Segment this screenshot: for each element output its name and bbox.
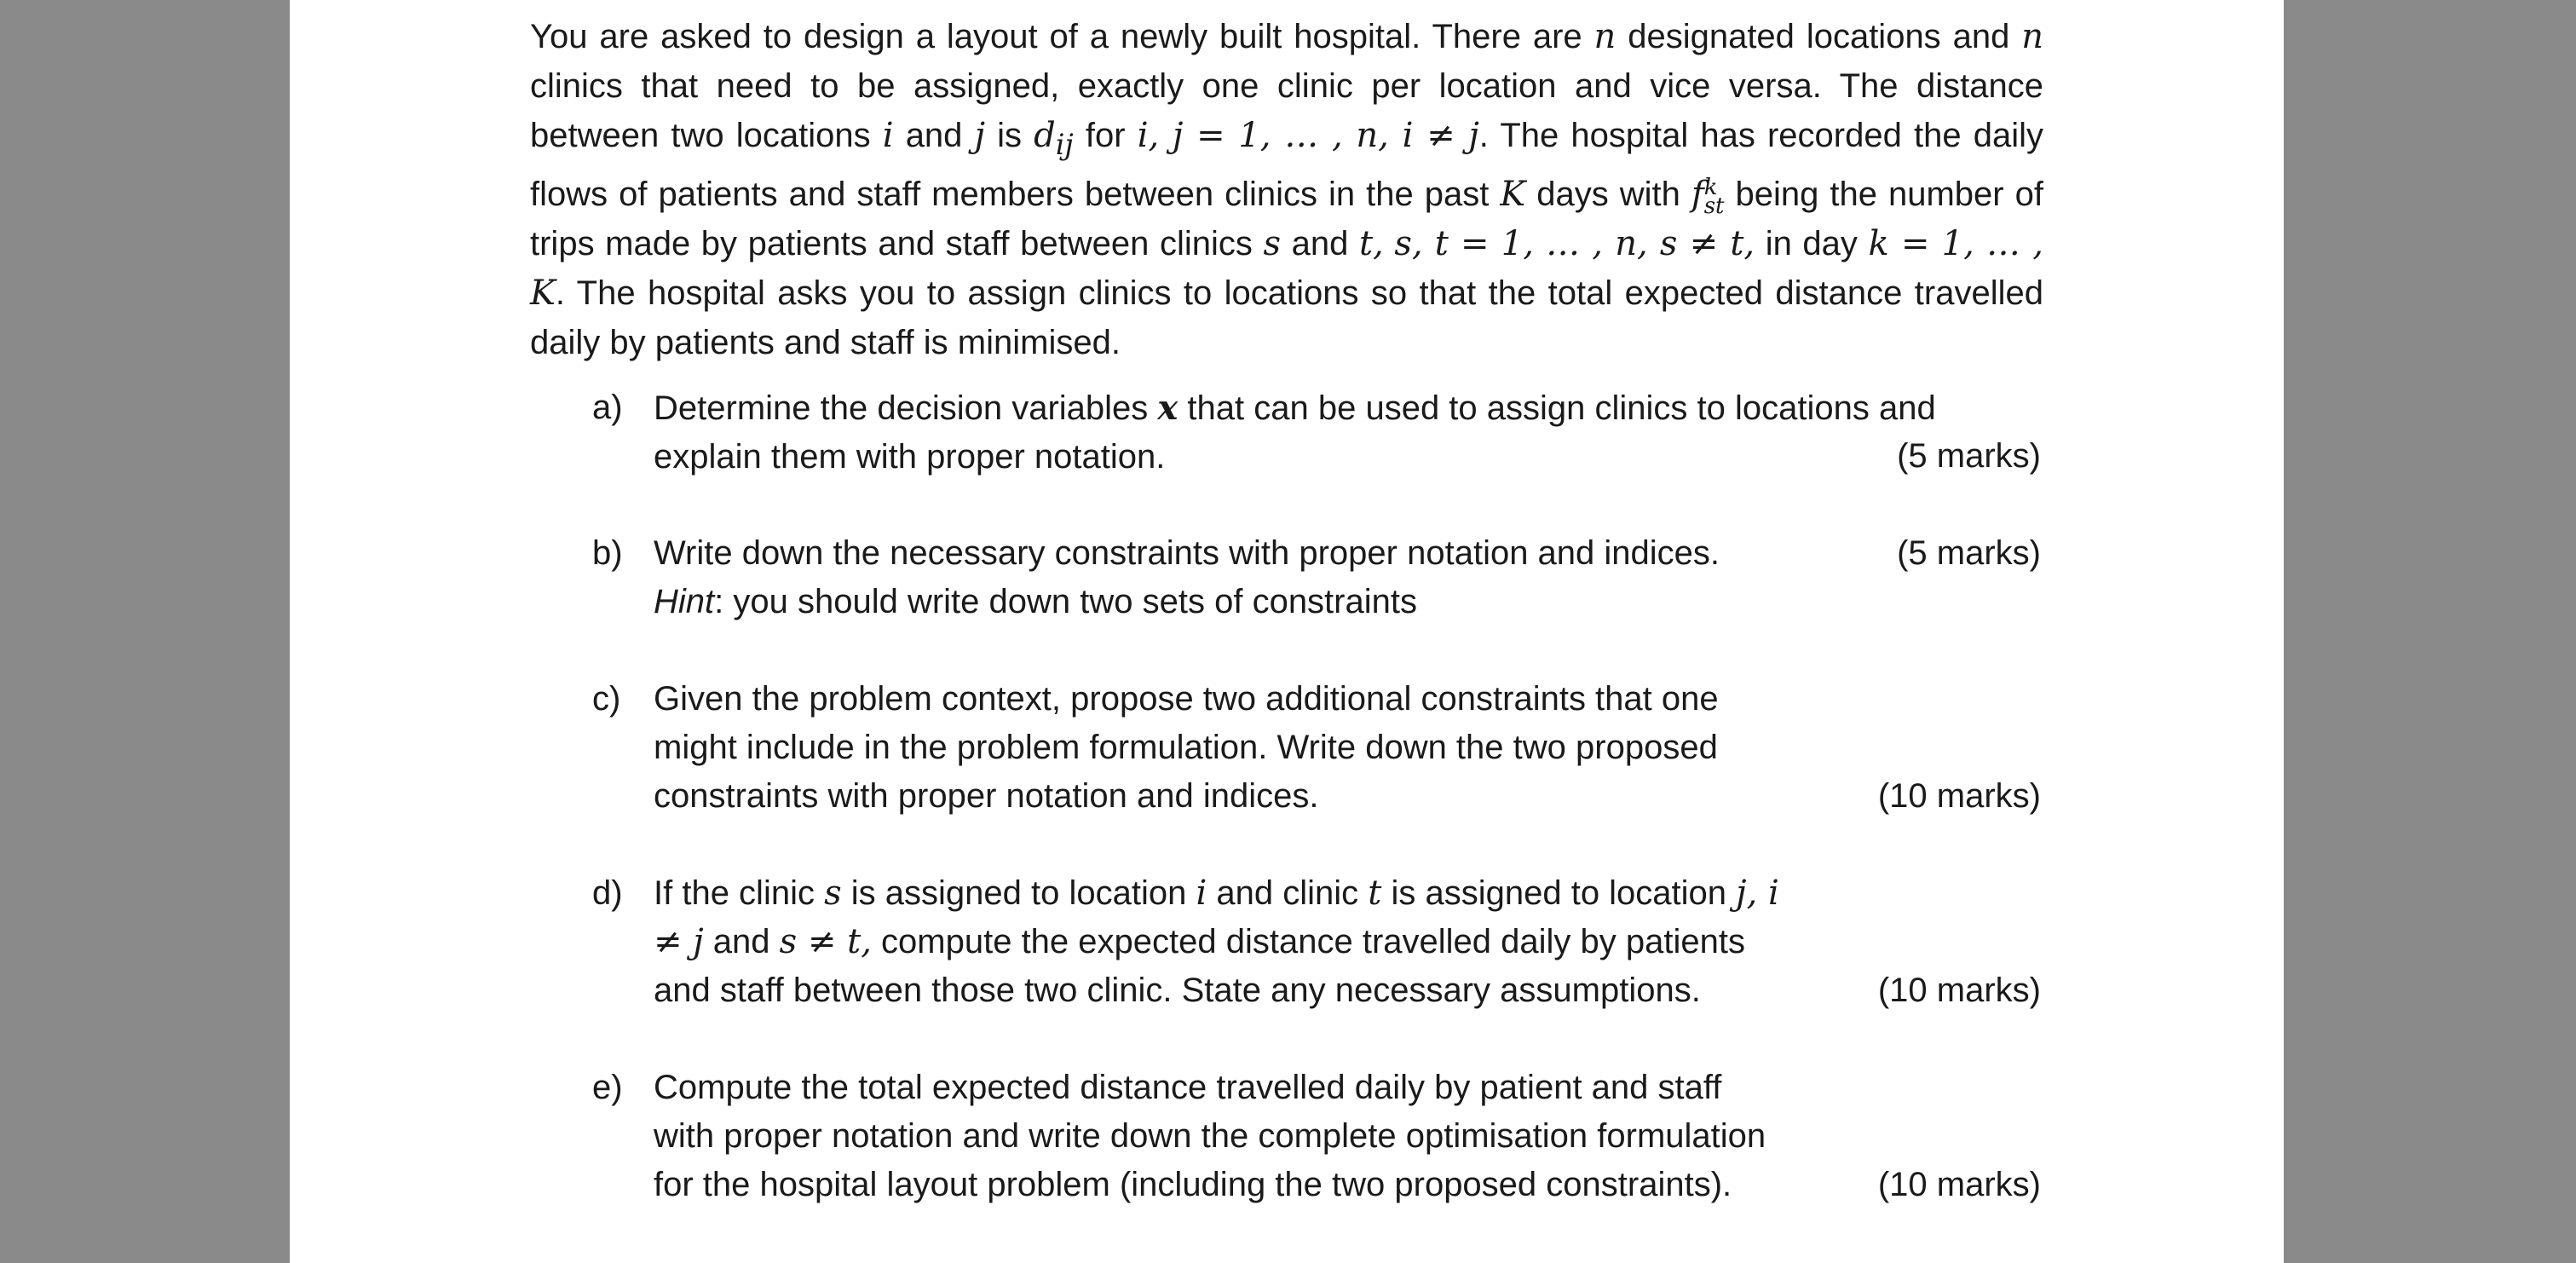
marks-label: (10 marks) — [1877, 972, 2041, 1009]
hint-line — [654, 578, 2043, 626]
marks-label: (10 marks) — [1877, 1166, 2041, 1203]
question-body — [654, 1064, 1787, 1209]
marks-label: (5 marks) — [1897, 437, 2041, 475]
math-f-subscript: st — [1703, 193, 1725, 219]
math-d: d — [1034, 116, 1056, 155]
hint-label: Hint — [654, 583, 715, 620]
question-text: and — [712, 923, 770, 960]
question-label: c) — [592, 680, 621, 718]
math-n: n — [2021, 17, 2043, 56]
question-text: is assigned to location — [1391, 874, 1727, 912]
question-text: is assigned to location — [850, 874, 1187, 912]
question-b — [592, 529, 2041, 632]
question-label: b) — [592, 534, 623, 572]
math-condition-ij: j, i ≠ j — [654, 874, 1779, 961]
question-text: Given the problem context, propose two additional constraints that one might include in the problem formulation. Write down the two proposed constraints with proper notation and indices. — [654, 680, 1719, 815]
question-a — [592, 384, 2041, 486]
question-e — [592, 1064, 2041, 1213]
intro-text: in day — [1765, 225, 1858, 262]
intro-text: clinics that need to be assigned, exactly one clinic per location and vice versa. The distance between two locations — [530, 67, 2043, 154]
math-f-st-k — [1691, 175, 1725, 219]
hint-text: : you should write down two sets of constraints — [714, 583, 1417, 620]
intro-text: . The hospital asks you to assign clinics to locations so that the total expected distance travelled daily by patients and staff is minimised. — [530, 274, 2043, 361]
math-s: s — [824, 874, 842, 913]
question-label: d) — [592, 874, 623, 912]
intro-text: You are asked to design a layout of a newly built hospital. There are — [530, 18, 1582, 55]
intro-text: and — [905, 117, 963, 154]
math-x-bold: x — [1157, 388, 1179, 428]
question-label: a) — [592, 389, 623, 426]
document-page — [290, 0, 2284, 1263]
intro-text: is — [997, 117, 1023, 154]
question-text: Determine the decision variables — [654, 389, 1149, 427]
math-i: i — [1196, 874, 1207, 913]
question-c — [592, 675, 2041, 824]
math-K: K — [1500, 175, 1526, 214]
question-text: Write down the necessary constraints with proper notation and indices. — [654, 534, 1720, 572]
math-dij — [1034, 116, 1074, 161]
marks-label: (10 marks) — [1877, 777, 2041, 815]
intro-text: designated locations and — [1628, 18, 2010, 55]
math-range-k: k = 1, … , K — [530, 224, 2043, 313]
math-n: n — [1593, 17, 1616, 56]
question-d — [592, 869, 2041, 1018]
intro-paragraph — [530, 12, 2043, 367]
math-t: t, — [1358, 224, 1384, 263]
question-label: e) — [592, 1069, 623, 1106]
intro-text: being the number of trips made by patients and staff between clinics — [530, 176, 2043, 262]
math-dij-subscript: ij — [1055, 128, 1074, 161]
question-text: compute the expected distance travelled daily by patients and staff between those two clinic. State any necessary assumptions. — [654, 923, 1745, 1009]
intro-text: and — [1291, 225, 1349, 262]
math-f-superscript: k — [1703, 175, 1718, 200]
marks-label: (5 marks) — [1897, 534, 2041, 572]
question-text: and clinic — [1216, 874, 1359, 912]
intro-text: days with — [1536, 176, 1680, 213]
math-condition-st: s ≠ t, — [779, 922, 872, 961]
math-t: t — [1368, 874, 1382, 913]
question-text: Compute the total expected distance travelled daily by patient and staff with proper notation and write down the complete optimisation formulation for the hospital layout problem (including the two proposed constraints). — [654, 1069, 1766, 1203]
math-s: s — [1263, 224, 1281, 263]
question-text: If the clinic — [654, 874, 815, 912]
question-text: that can be used to assign clinics to locations and explain them with proper notation. — [654, 389, 1936, 476]
question-body — [654, 384, 2043, 482]
intro-text: . The hospital has recorded the daily flows of patients and staff members between clinics in the past — [530, 117, 2043, 213]
math-range-st: s, t = 1, … , n, s ≠ t, — [1394, 224, 1755, 263]
math-f: f — [1691, 175, 1704, 214]
question-body — [654, 529, 2043, 626]
math-j: j — [974, 116, 985, 155]
question-body — [654, 675, 1787, 821]
math-i: i — [882, 116, 894, 155]
intro-text: for — [1085, 117, 1126, 154]
math-range-ij: i, j = 1, … , n, i ≠ j — [1137, 116, 1479, 155]
question-body — [654, 869, 1787, 1015]
